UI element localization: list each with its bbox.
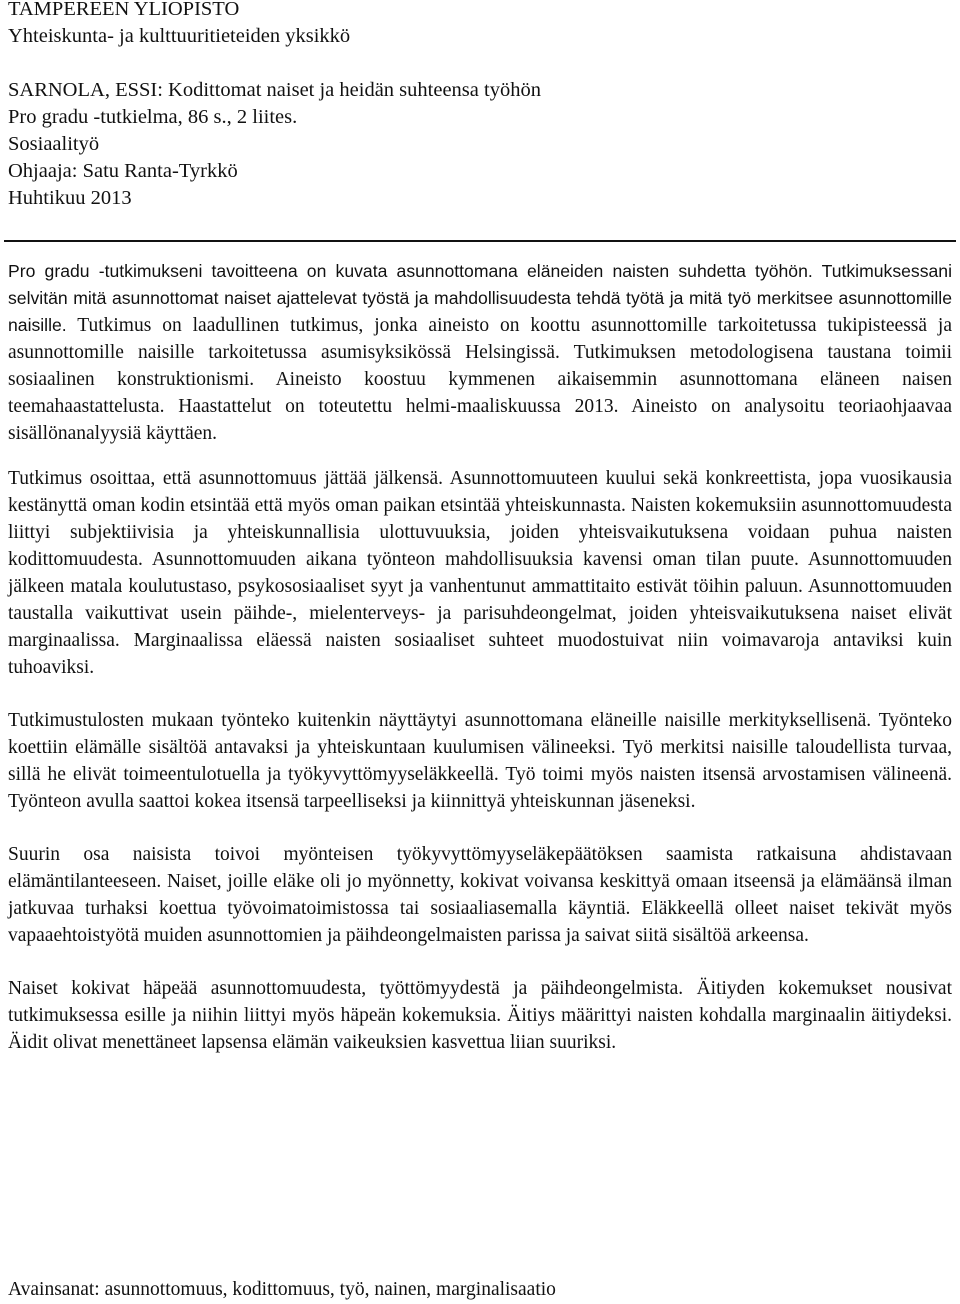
keywords: Avainsanat: asunnottomuus, kodittomuus, työ, nainen, marginalisaatio [8, 1279, 556, 1300]
header-divider [4, 240, 956, 242]
abstract-paragraph-5: Naiset kokivat häpeää asunnottomuudesta, työttömyydestä ja päihdeongelmista. Äitiyden kokemukset nousivat tutkimuksessa esille ja niihin liittyi myös häpeän kokemuksia. Äitiys määrittyi naisten kohdalla marginaalin äitiydeksi. Äidit olivat menettäneet lapsensa elämän vaikeuksien kasvettua liian suuriksi. [8, 978, 952, 1053]
author-and-title: SARNOLA, ESSI: Kodittomat naiset ja heidän suhteensa työhön [8, 79, 541, 101]
date: Huhtikuu 2013 [8, 187, 132, 209]
abstract-body [8, 258, 952, 1056]
abstract-aim-text: Pro gradu -tutkimukseni tavoitteena on kuvata asunnottomana eläneiden naisten suhdetta työhön. Tutkimuksessani selvitän mitä asunnottomat naiset ajattelevat työstä ja mahdollisuudesta tehdä työtä ja mitä työ merkitsee asunnottomille naisille. [8, 261, 952, 335]
abstract-paragraph-1 [8, 258, 952, 447]
faculty-unit: Yhteiskunta- ja kulttuuritieteiden yksikkö [8, 25, 351, 47]
abstract-method-text: Tutkimus on laadullinen tutkimus, jonka aineisto on koottu asunnottomille tarkoitetussa tukipisteessä ja asunnottomille naisille tarkoitetussa asumisyksikössä Helsingissä. Tutkimuksen metodologisena taustana toimii sosiaalinen konstruktionismi. Aineisto koostuu kymmenen aikaisemmin asunnottomana eläneen naisen teemahaastattelusta. Haastattelut on toteutettu helmi-maaliskuussa 2013. Aineisto on analysoitu teoriaohjaavaa sisällönanalyysiä käyttäen. [8, 315, 952, 444]
thesis-type: Pro gradu -tutkielma, 86 s., 2 liites. [8, 106, 298, 128]
supervisor: Ohjaaja: Satu Ranta-Tyrkkö [8, 160, 238, 182]
university-name: TAMPEREEN YLIOPISTO [8, 0, 240, 20]
abstract-paragraph-3: Tutkimustulosten mukaan työnteko kuitenkin näyttäytyi asunnottomana eläneille naisille merkityksellisenä. Työnteko koettiin elämälle sisältöä antavaksi ja yhteiskuntaan kuulumisen välineeksi. Työ merkitsi naisille taloudellista turvaa, sillä he elivät toimeentulotuella ja työkyvyttömyyseläkkeellä. Työ toimi myös naisten itsensä arvostamisen välineenä. Työnteon avulla saattoi kokea itsensä tarpeelliseksi ja kiinnittyä yhteiskunnan jäseneksi. [8, 710, 952, 812]
abstract-paragraph-2: Tutkimus osoittaa, että asunnottomuus jättää jälkensä. Asunnottomuuteen kuului sekä konkreettista, jopa vuosikausia kestänyttä oman kodin etsintää että myös oman paikan etsintää yhteiskunnasta. Naisten kokemuksiin asunnottomuudesta liittyi subjektiivisia ja yhteiskunnallisia ulottuvuuksia, joiden yhteisvaikutuksena voidaan puhua naisten kodittomuudesta. Asunnottomuuden aikana työnteon mahdollisuuksia kavensi oman tilan puute. Asunnottomuuden jälkeen matala koulutustaso, psykososiaaliset syyt ja vanhentunut ammattitaito estivät töihin paluun. Asunnottomuuden taustalla vaikuttivat usein päihde-, mielenterveys- ja parisuhdeongelmat, joiden yhteisvaikutuksena naiset elivät marginaalissa. Marginaalissa eläessä naisten sosiaaliset suhteet muodostuivat niin voimavaroja antaviksi kuin tuhoaviksi. [8, 468, 952, 678]
subject: Sosiaalityö [8, 133, 100, 155]
abstract-paragraph-4: Suurin osa naisista toivoi myönteisen työkyvyttömyyseläkepäätöksen saamista ratkaisuna ahdistavaan elämäntilanteeseen. Naiset, joille eläke oli jo myönnetty, kokivat voivansa keskittyä omaan itseensä ja elämäänsä ilman jatkuvaa turhaksi koettua työvoimatoimistossa tai sosiaaliasemalla käyntiä. Eläkkeellä olleet naiset tekivät myös vapaaehtoistyötä muiden asunnottomien ja päihdeongelmaisten parissa ja saivat siitä sisältöä arkeensa. [8, 844, 952, 946]
